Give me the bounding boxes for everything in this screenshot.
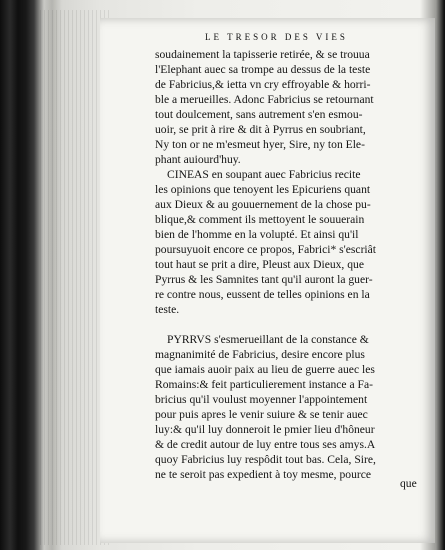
- text-line: magnanimité de Fabricius, desire encore plus: [155, 348, 365, 361]
- text-line: ne te seroit pas expedient à toy mesme, pource: [155, 468, 372, 481]
- text-line: Pyrrus & les Samnites tant qu'il auront la guer-: [155, 273, 373, 286]
- text-line: & de credit autour de luy entre tous ses amys.A: [155, 438, 376, 451]
- text-line: Ny ton or ne m'esmeut hyer, Sire, ny ton Ele-: [155, 138, 365, 151]
- text-line: PYRRVS s'esmerueillant de la constance &: [167, 333, 369, 346]
- text-line: l'Elephant auec sa trompe au dessus de la teste: [155, 63, 371, 76]
- text-line: pour puis apres le venir suiure & se tenir auec: [155, 408, 368, 421]
- text-line: bricius qu'il voulust moyenner l'appointement: [155, 393, 368, 406]
- text-line: bien de l'homme en la volupté. Et ainsi qu'il: [155, 228, 359, 241]
- text-line: luy:& qu'il luy donneroit le pmier lieu d'hôneur: [155, 423, 375, 436]
- paragraph-gap: [155, 317, 427, 332]
- text-line: quoy Fabricius luy respôdit tout bas. Cela, Sire,: [155, 453, 376, 466]
- text-line: poursuyuoit encore ce propos, Fabrici* s'escriât: [155, 243, 377, 256]
- text-line: CINEAS en soupant auec Fabricius recite: [167, 168, 361, 181]
- body-text: [155, 47, 427, 482]
- text-line: ble a merueilles. Adonc Fabricius se retournant: [155, 93, 374, 106]
- text-line: aux Dieux & au gouuernement de la chose pu-: [155, 198, 371, 211]
- text-line: Romains:& feit particulierement instance a Fa-: [155, 378, 373, 391]
- text-line: tout doulcement, sans autrement s'en esmou-: [155, 108, 363, 121]
- text-line: soudainement la tapisserie retirée, & se trouua: [155, 48, 370, 61]
- text-line: les opinions que tenoyent les Epicuriens quant: [155, 183, 371, 196]
- text-line: uoir, se prit à rire & dit à Pyrrus en soubriant,: [155, 123, 366, 136]
- catchword: que: [400, 477, 417, 490]
- text-line: phant auiourd'huy.: [155, 153, 241, 166]
- text-line: de Fabricius,& ietta vn cry effroyable & horri-: [155, 78, 371, 91]
- text-line: blique,& comment ils mettoyent le souuerain: [155, 213, 365, 226]
- text-line: que iamais auoir paix au lieu de guerre auec les: [155, 363, 375, 376]
- text-line: teste.: [155, 303, 180, 316]
- text-line: re contre nous, eussent de telles opinions en la: [155, 288, 370, 301]
- text-line: tout haut se prit a dire, Pleust aux Dieux, que: [155, 258, 364, 271]
- running-head: LE TRESOR DES VIES: [205, 32, 348, 42]
